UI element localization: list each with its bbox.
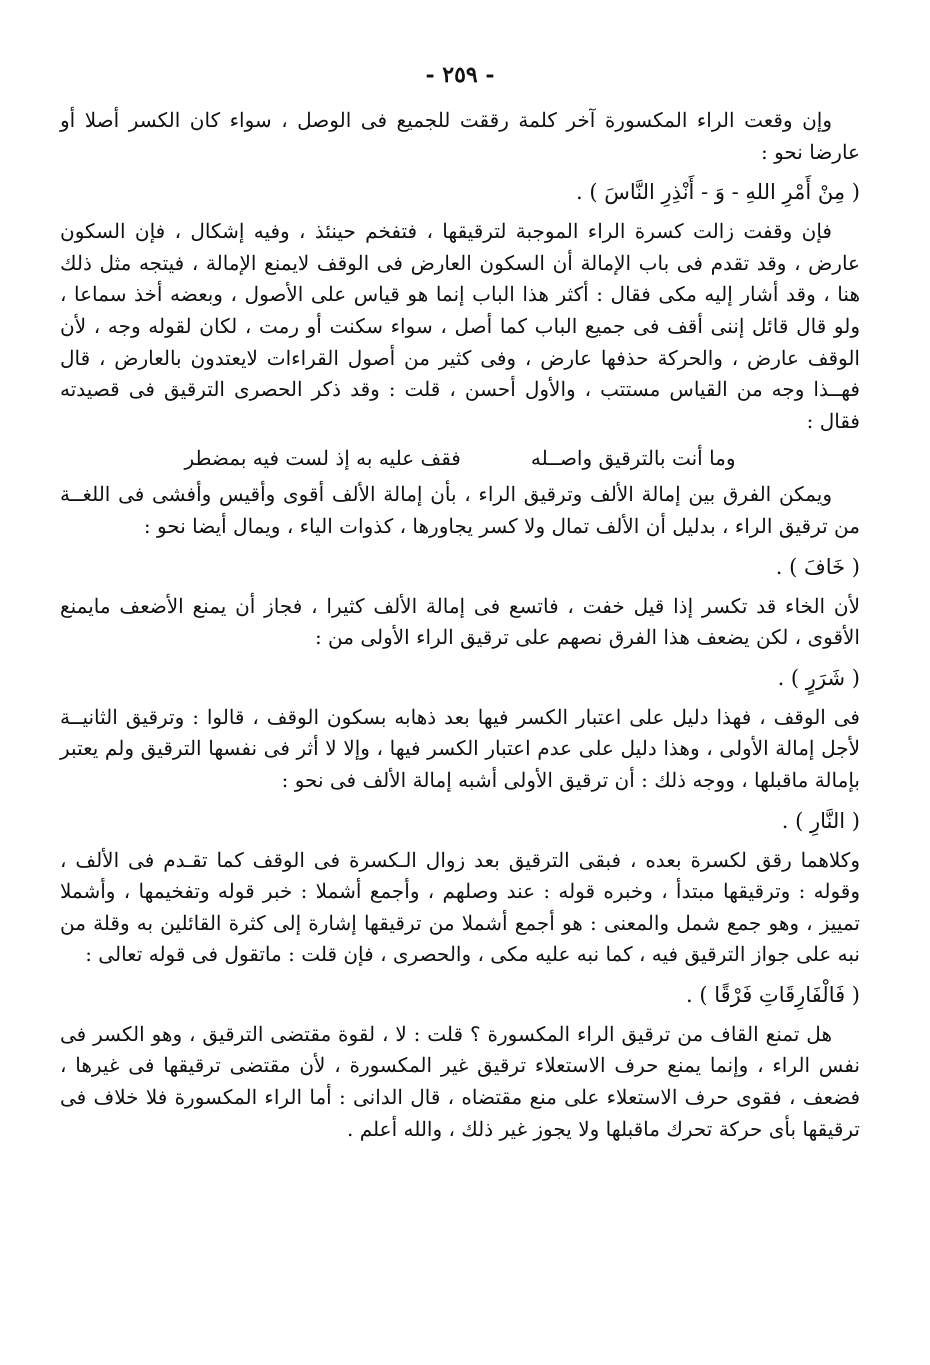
quran-quote-3: ( شَرَرٍ ) . <box>777 665 860 690</box>
poem-verse <box>60 441 860 475</box>
paragraph-4: لأن الخاء قد تكسر إذا قيل خفت ، فاتسع فى إمالة الألف كثيرا ، فجاز أن يمنع الأضعف مايمنع الأقوى ، لكن يضعف هذا الفرق نصهم على ترقيق الراء الأولى من : <box>60 593 860 650</box>
page-number: - ٢٥٩ - <box>425 62 495 88</box>
document-page <box>60 55 860 1345</box>
quran-quote-4: ( النَّارِ ) . <box>781 808 860 833</box>
paragraph-6: وكلاهما رقق لكسرة بعده ، فبقى الترقيق بعد زوال الـكسرة فى الوقف كما تقـدم فى الألف ، وقوله : وترقيقها مبتدأ ، وخبره قوله : عند وصلهم ، وأجمع أشملا : خبر قوله وتفخيمها ، وأشملا تمييز ، وهو جمع شمل والمعنى : هو أجمع أشملا من ترقيقها إشارة إلى كثرة القائلين به وقلة من نبه على جواز الترقيق فيه ، كما نبه عليه مكى ، والحصرى ، فإن قلت : ماتقول فى قوله تعالى : <box>60 847 860 967</box>
verse-hemistich-left: فقف عليه به إذ لست فيه بمضطر <box>184 446 461 471</box>
paragraph-7: هل تمنع القاف من ترقيق الراء المكسورة ؟ قلت : لا ، لقوة مقتضى الترقيق ، وهو الكسر فى نفس الراء ، وإنما يمنع حرف الاستعلاء ترقيق غير المكسورة ، لأن مقتضى ترقيقها فى غيرها ، فضعف ، فقوى حرف الاستعلاء على منع مقتضاه ، قال الدانى : أما الراء المكسورة فلا خلاف فى ترقيقها بأى حركة تحرك ماقبلها ولا يجوز غير ذلك ، والله أعلم . <box>60 1021 861 1141</box>
quran-quote-2: ( خَافَ ) . <box>775 554 860 579</box>
paragraph-5: فى الوقف ، فهذا دليل على اعتبار الكسر فيها بعد ذهابه بسكون الوقف ، قالوا : وترقيق الثانيــة لأجل إمالة الأولى ، وهذا دليل على عدم اعتبار الكسر فيها ، وإلا لا أثر فى نفسها الترقيق ولم يعتبر بإمالة ماقبلها ، ووجه ذلك : أن ترقيق الأولى أشبه إمالة الألف فى نحو : <box>60 704 860 792</box>
paragraph-1: وإن وقعت الراء المكسورة آخر كلمة رققت للجميع فى الوصل ، سواء كان الكسر أصلا أو عارضا نحو : <box>60 108 860 164</box>
quran-quote-1: ( مِنْ أَمْرِ اللهِ - وَ - أَنْذِرِ النَّاسَ ) . <box>576 180 860 205</box>
quran-quote-5: ( فَالْفَارِقَاتِ فَرْقًا ) . <box>685 982 860 1007</box>
paragraph-3: ويمكن الفرق بين إمالة الألف وترقيق الراء ، بأن إمالة الألف أقوى وأقيس وأفشى فى اللغــة من ترقيق الراء ، بدليل أن الألف تمال ولا كسر يجاورها ، كذوات الياء ، ويمال أيضا نحو : <box>60 482 860 538</box>
verse-hemistich-right: وما أنت بالترقيق واصــله <box>530 446 736 471</box>
paragraph-2: فإن وقفت زالت كسرة الراء الموجبة لترقيقها ، فتفخم حينئذ ، وفيه إشكال ، فإن السكون عارض ، وقد تقدم فى باب الإمالة أن السكون العارض فى الوقف لايمنع الإمالة ، فيتجه مثل ذلك هنا ، وقد أشار إليه مكى فقال : أكثر هذا الباب إنما هو قياس على الأصول ، وبعضه أخذ سماعا ، ولو قال قائل إننى أقف فى جميع الباب كما أصل ، سواء سكنت أو رمت ، لكان لقوله وجه ، لأن الوقف عارض ، والحركة حذفها عارض ، وفى كثير من أصول القراءات لايعتدون بالعارض ، قال فهــذا وجه من القياس مستتب ، والأول أحسن ، قلت : وقد ذكر الحصرى الترقيق فى قصيدته فقال : <box>60 219 860 433</box>
